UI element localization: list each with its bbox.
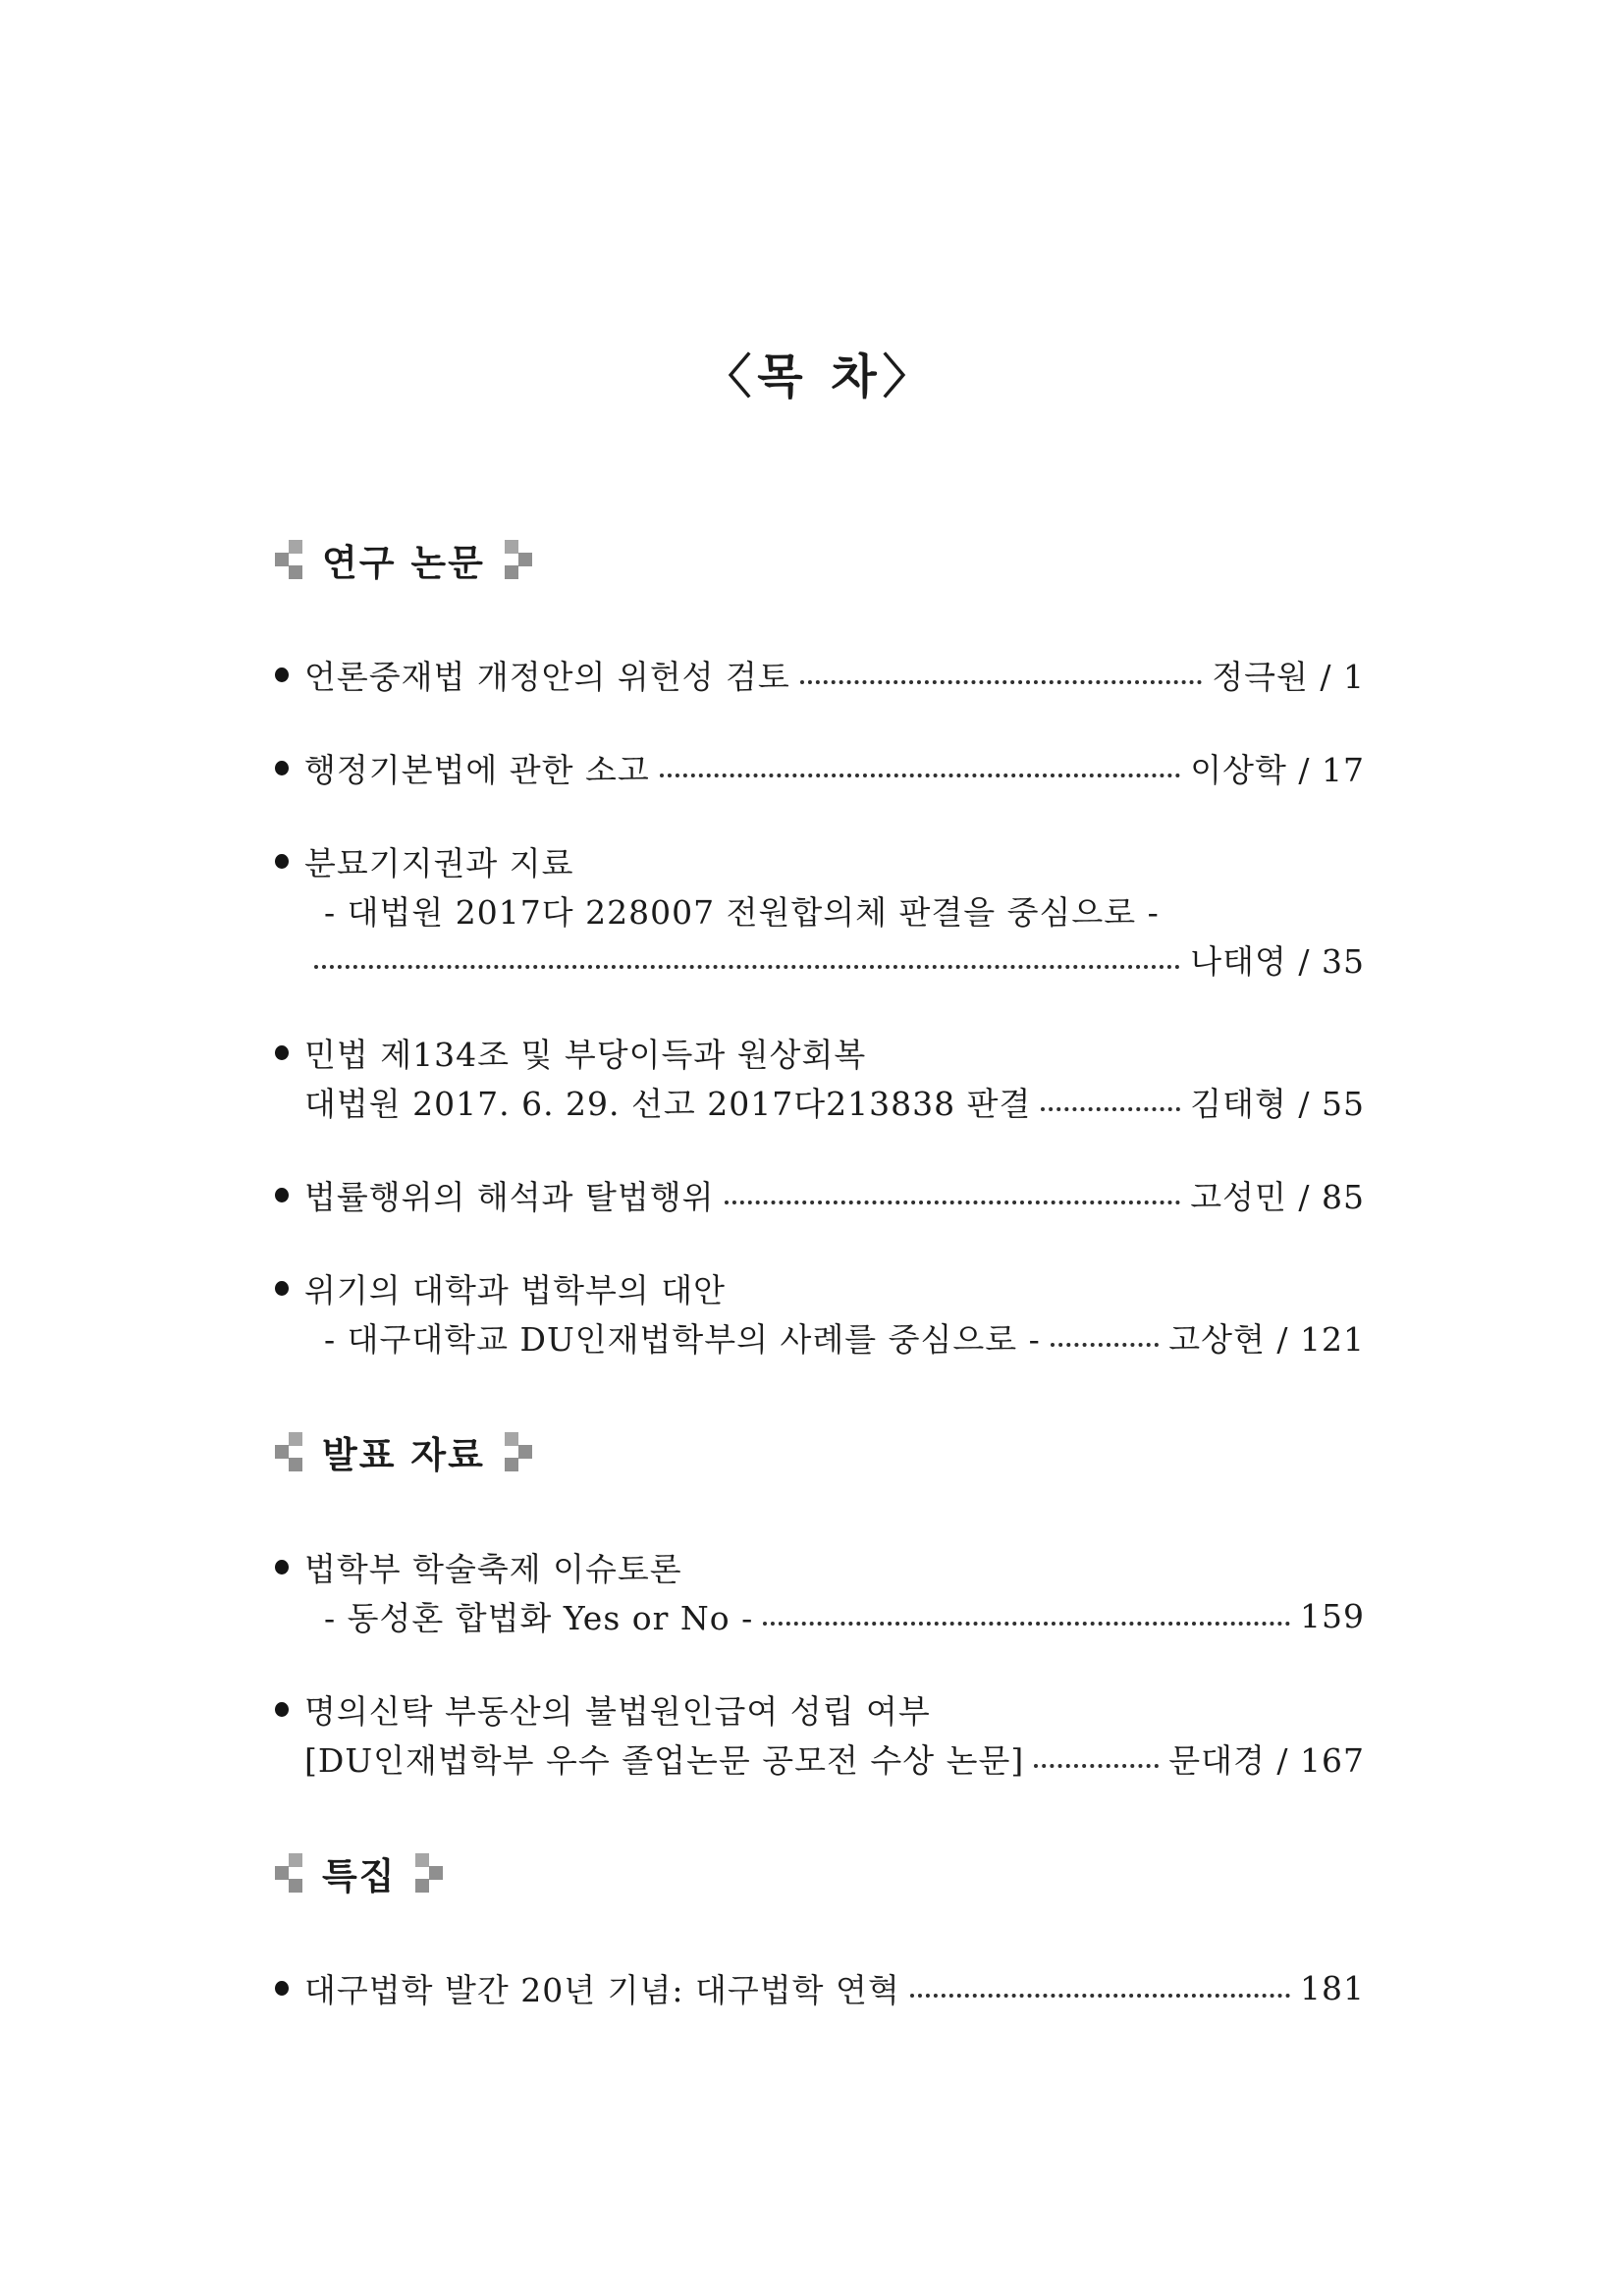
item-line — [304, 1734, 1365, 1783]
item-title: 법률행위의 해석과 탈법행위 — [304, 1177, 715, 1216]
leader-dots — [910, 1994, 1290, 1998]
section-header — [275, 1845, 1365, 1900]
item-line — [304, 885, 1365, 934]
item-line — [304, 1312, 1365, 1362]
item-body — [304, 1542, 1365, 1640]
item-body — [304, 1684, 1365, 1783]
item-title: - 대구대학교 DU인재법학부의 사례를 중심으로 - — [324, 1319, 1041, 1359]
bullet-icon — [275, 1981, 289, 1996]
item-title: 언론중재법 개정안의 위헌성 검토 — [304, 657, 790, 696]
item-line — [304, 934, 1365, 984]
item-line — [304, 1684, 1365, 1734]
section-header — [275, 532, 1365, 587]
bullet-icon — [275, 1560, 289, 1575]
item-title: 대구법학 발간 20년 기념: 대구법학 연혁 — [304, 1970, 900, 2009]
leader-dots — [314, 965, 1180, 969]
section-ornament-right-icon — [503, 1432, 532, 1472]
item-line — [304, 1542, 1365, 1591]
toc-item — [275, 836, 1365, 984]
item-bullet — [275, 836, 304, 984]
item-title: 대법원 2017. 6. 29. 선고 2017다213838 판결 — [304, 1084, 1032, 1123]
item-title: - 동성혼 합법화 Yes or No - — [324, 1598, 754, 1637]
bullet-icon — [275, 1188, 289, 1202]
toc-section — [275, 532, 1365, 1362]
leader-dots — [1041, 1107, 1180, 1111]
item-line — [304, 1077, 1365, 1126]
leader-dots — [1034, 1764, 1159, 1768]
item-bullet — [275, 650, 304, 699]
item-line — [304, 650, 1365, 699]
item-title: 분묘기지권과 지료 — [304, 843, 574, 882]
item-line — [304, 1170, 1365, 1219]
toc-item — [275, 1684, 1365, 1783]
item-bullet — [275, 1028, 304, 1126]
item-body — [304, 743, 1365, 792]
item-body — [304, 650, 1365, 699]
bullet-icon — [275, 1045, 289, 1060]
toc-item — [275, 650, 1365, 699]
item-author-page: 문대경 / 167 — [1168, 1740, 1365, 1780]
item-author-page: 159 — [1300, 1596, 1365, 1635]
item-title: 민법 제134조 및 부당이득과 원상회복 — [304, 1035, 867, 1074]
item-line — [304, 1028, 1365, 1077]
leader-dots — [725, 1201, 1181, 1204]
bullet-icon — [275, 854, 289, 869]
item-body — [304, 836, 1365, 984]
section-label: 발표 자료 — [322, 1433, 485, 1476]
item-title: 위기의 대학과 법학부의 대안 — [304, 1270, 727, 1309]
section-ornament-right-icon — [503, 540, 532, 580]
item-body — [304, 1170, 1365, 1219]
toc-section — [275, 1424, 1365, 1783]
section-ornament-right-icon — [413, 1853, 443, 1894]
section-label: 연구 논문 — [322, 541, 485, 584]
toc-item — [275, 1542, 1365, 1640]
leader-dots — [763, 1622, 1290, 1626]
item-bullet — [275, 743, 304, 792]
item-author-page: 181 — [1300, 1968, 1365, 2007]
section-label: 특집 — [322, 1854, 397, 1897]
item-line — [304, 1591, 1365, 1640]
bullet-icon — [275, 1281, 289, 1296]
toc-item — [275, 743, 1365, 792]
item-author-page: 이상학 / 17 — [1190, 750, 1365, 789]
item-title: [DU인재법학부 우수 졸업논문 공모전 수상 논문] — [304, 1740, 1025, 1780]
item-author-page: 나태영 / 35 — [1190, 941, 1365, 981]
toc-sections — [275, 532, 1365, 2012]
item-author-page: 고상현 / 121 — [1168, 1319, 1365, 1359]
item-bullet — [275, 1542, 304, 1640]
item-body — [304, 1028, 1365, 1126]
item-title: 행정기본법에 관한 소고 — [304, 750, 650, 789]
item-bullet — [275, 1263, 304, 1362]
toc-section — [275, 1845, 1365, 2012]
item-body — [304, 1263, 1365, 1362]
item-author-page: 고성민 / 85 — [1190, 1177, 1365, 1216]
item-line — [304, 1263, 1365, 1312]
item-bullet — [275, 1170, 304, 1219]
toc-item — [275, 1263, 1365, 1362]
item-title: 명의신탁 부동산의 불법원인급여 성립 여부 — [304, 1691, 931, 1731]
item-author-page: 김태형 / 55 — [1190, 1084, 1365, 1123]
bullet-icon — [275, 667, 289, 682]
item-line — [304, 743, 1365, 792]
leader-dots — [800, 680, 1203, 684]
item-line — [304, 836, 1365, 885]
page-title: 〈목 차〉 — [704, 349, 936, 404]
item-bullet — [275, 1684, 304, 1783]
bullet-icon — [275, 761, 289, 775]
toc-item — [275, 1028, 1365, 1126]
item-bullet — [275, 1963, 304, 2012]
bullet-icon — [275, 1702, 289, 1717]
toc-item — [275, 1170, 1365, 1219]
section-ornament-left-icon — [275, 540, 304, 580]
leader-dots — [660, 774, 1181, 777]
item-author-page: 정극원 / 1 — [1212, 657, 1365, 696]
leader-dots — [1051, 1343, 1159, 1347]
toc-item — [275, 1963, 1365, 2012]
item-title: - 대법원 2017다 228007 전원합의체 판결을 중심으로 - — [324, 892, 1160, 932]
item-body — [304, 1963, 1365, 2012]
section-ornament-left-icon — [275, 1432, 304, 1472]
item-line — [304, 1963, 1365, 2012]
section-ornament-left-icon — [275, 1853, 304, 1894]
section-header — [275, 1424, 1365, 1479]
item-title: 법학부 학술축제 이슈토론 — [304, 1549, 682, 1588]
